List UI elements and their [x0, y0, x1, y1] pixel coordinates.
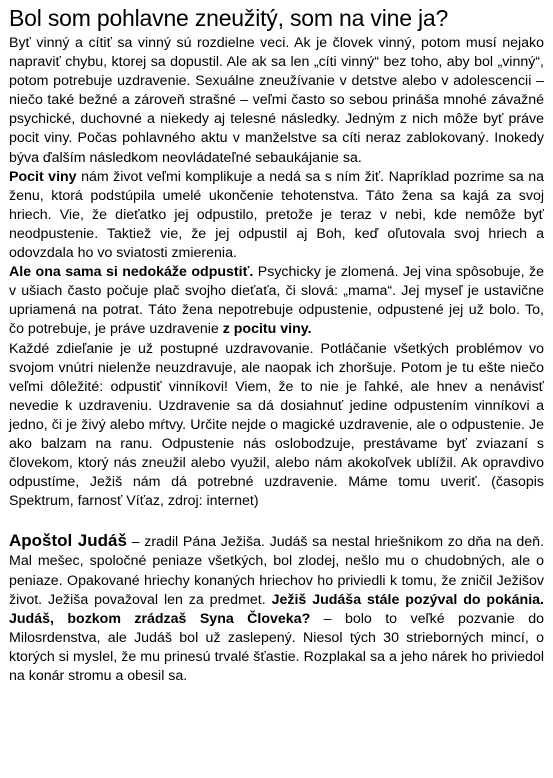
section-divider-space: [9, 511, 544, 531]
judas-emphasis: Ježiš Judáša stále pozýval do pokánia. Judáš, bozkom zrádzaš Syna Človeka?: [9, 591, 544, 627]
judas-text-b: – bolo to veľké pozvanie do Milosrdenstva, ale Judáš bol už zaslepený. Niesol tých 30 strieborných mincí, o ktorých si myslel, že mu prinesú trvalé šťastie. Rozplakal sa a jeho nárek ho priviedol na konár stromu a obesil sa.: [9, 610, 544, 684]
emphasis-z-pocitu-viny: z pocitu viny.: [222, 321, 312, 338]
emphasis-pocit-viny: Pocit viny: [9, 168, 77, 185]
article-paragraph-2: [9, 168, 544, 263]
article-paragraph-3: [9, 263, 544, 339]
article-title: Bol som pohlavne zneužitý, som na vine ja?: [9, 5, 449, 31]
article-paragraph-4: Každé zdieľanie je už postupné uzdravovanie. Potláčanie všetkých problémov vo svojom vnútri nielenže neuzdravuje, ale naopak ich zhoršuje. Potom je tu ešte niečo veľmi dôležité: odpustiť vinníkovi! Viem, že to nie je ľahké, ale hnev a nenávisť nevedie k uzdraveniu. Uzdravenie sa dá dosiahnuť jedine odpustením vinníkovi a jedno, či je živý alebo mŕtvy. Určite nejde o magické uzdravenie, ale o odpustenie. Je ako balzam na ranu. Odpustenie nás oslobodzuje, prestávame byť zviazaní s človekom, ktorý nás zneužil alebo využil, alebo nám akokoľvek ublížil. Ak opravdivo odpustíme, Ježiš nám dá potrebné uzdravenie. Máme tomu uveriť. (časopis Spektrum, farnosť Víťaz, zdroj: internet): [9, 340, 544, 510]
judas-heading: Apoštol Judáš: [9, 531, 127, 551]
paragraph-3-text: Psychicky je zlomená. Jej vina spôsobuje, že v ušiach často počuje plač svojho dieťaťa, či slová: „mama“. Jej myseľ je ustavične upriamená na potrat. Táto žena nepotrebuje odpustenie, odpustené jej už bolo. To, čo potrebuje, je práve uzdravenie: [9, 264, 544, 338]
judas-paragraph: [9, 531, 544, 686]
paragraph-2-text: nám život veľmi komplikuje a nedá sa s ním žiť. Napríklad pozrime sa na ženu, ktorá podstúpila umelé ukončenie tehotenstva. Táto žena sa kajá za svoj hriech. Vie, že dieťatko jej odpustilo, pretože je teraz v nebi, kde nemôže byť neodpustenie. Taktiež vie, že jej odpustil aj Boh, keď oľutovala svoj hriech a odovzdala ho vo sviatosti zmierenia.: [9, 168, 544, 262]
judas-text-a: – zradil Pána Ježiša. Judáš sa nestal hriešnikom zo dňa na deň. Mal mešec, spoločné peniaze všetkých, bol zlodej, nešlo mu o chudobných, ale o peniaze. Opakované hriechy konaných hriechov ho priviedli k tomu, že zničil Ježišov život. Ježiša považoval len za predmet.: [9, 534, 544, 608]
emphasis-nedokaze-odpustit: Ale ona sama si nedokáže odpustiť.: [9, 264, 254, 281]
article-paragraph-1: Byť vinný a cítiť sa vinný sú rozdielne veci. Ak je človek vinný, potom musí nejako napraviť chybu, ktorej sa dopustil. Ale ak sa len „cíti vinný“ bez toho, aby bol „vinný“, potom potrebuje uzdravenie. Sexuálne zneužívanie v detstve alebo v adolescencii – niečo také bežné a zároveň strašné – veľmi často so sebou prináša mnohé závažné psychické, duchovné a niekedy aj telesné následky. Jedným z nich môže byť práve pocit viny. Počas pohlavného aktu v manželstve sa cíti neraz zablokovaný. Inokedy býva ďalším následkom neovládateľné sebaukájanie sa.: [9, 35, 544, 166]
